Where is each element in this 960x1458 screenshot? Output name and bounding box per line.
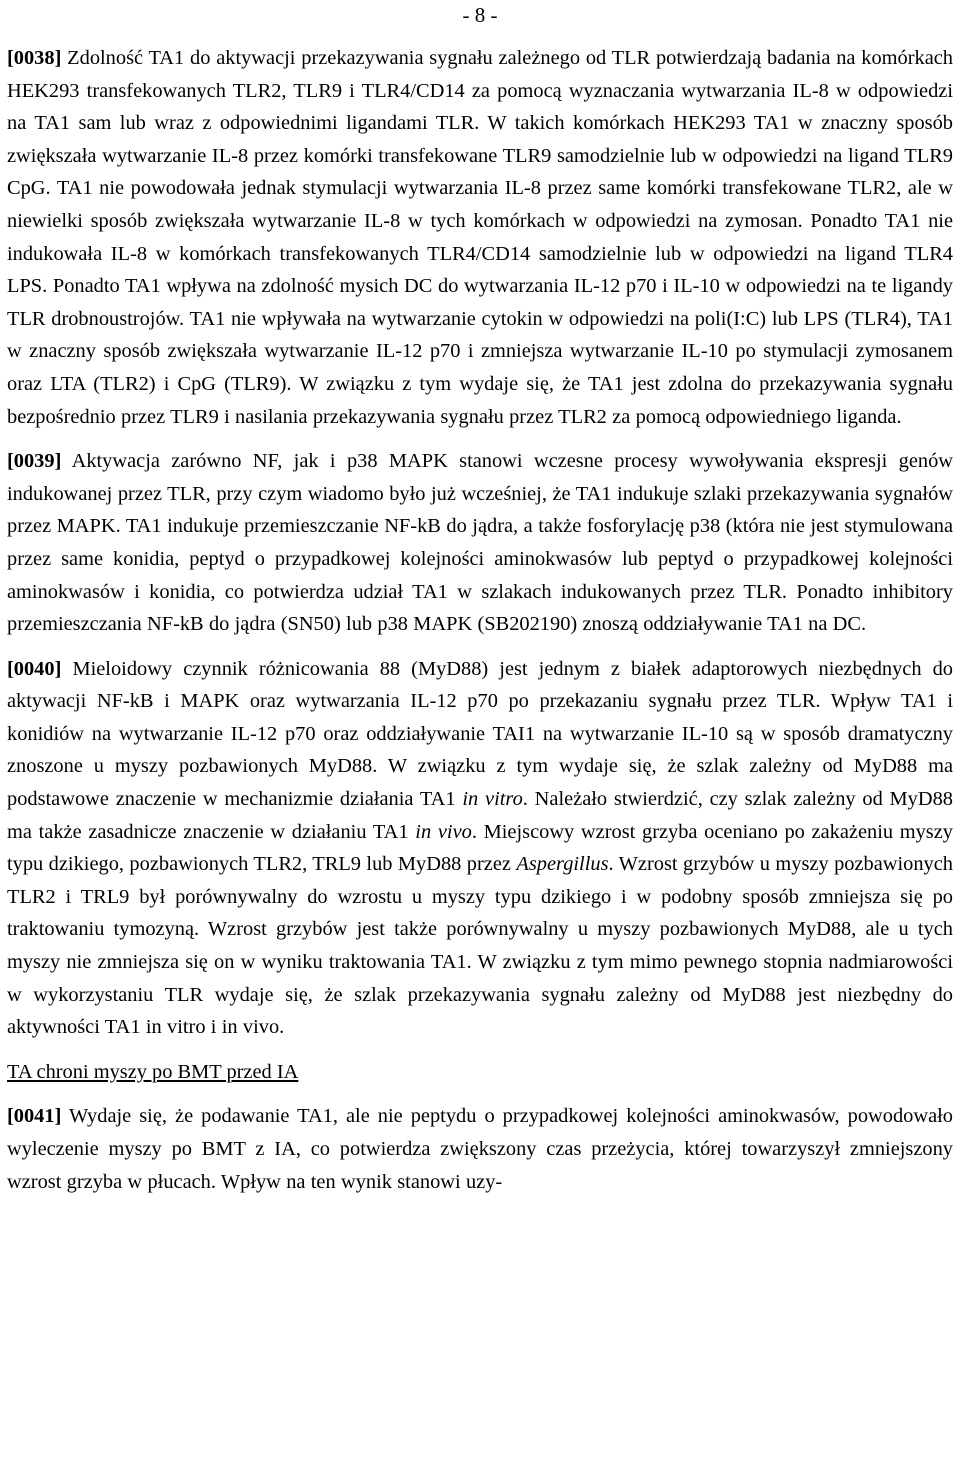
- page-number: - 8 -: [462, 3, 498, 27]
- paragraph-number: [0040]: [7, 657, 62, 680]
- paragraph-text: Wydaje się, że podawanie TA1, ale nie peptydu o przypadkowej kolejności aminokwasów, powodowało wyleczenie myszy po BMT z IA, co potwierdza zwiększony czas przeżycia, której towarzyszył zmniejszony wzrost grzyba w płucach. Wpływ na ten wynik stanowi uzy-: [7, 1105, 953, 1193]
- paragraph-number: [0041]: [7, 1105, 62, 1128]
- paragraph-number: [0039]: [7, 450, 62, 473]
- section-heading: TA chroni myszy po BMT przed IA: [7, 1060, 299, 1083]
- paragraph-text: Mieloidowy czynnik różnicowania 88 (MyD88) jest jednym z białek adaptorowych niezbędnych do aktywacji NF-kB i MAPK oraz wytwarzania IL-12 p70 po przekazaniu sygnału przez TLR. Wpływ TA1 i konidiów na wytwarzanie IL-12 p70 oraz oddziaływanie TAI1 na wytwarzanie IL-10 są w sposób dramatyczny znoszone u myszy pozbawionych MyD88. W związku z tym wydaje się, że szlak zależny od MyD88 ma podstawowe znaczenie w mechanizmie działania TA1: [7, 657, 953, 811]
- document-body: [7, 42, 953, 1198]
- paragraph-0040: [7, 653, 953, 1044]
- paragraph-number: [0038]: [7, 47, 62, 69]
- italic-term: in vitro: [462, 788, 523, 811]
- paragraph-text: . Miejscowy wzrost grzyba oceniano po zakażeniu myszy typu dzikiego, pozbawionych TLR2, TRL9 lub MyD88 przez: [7, 820, 953, 876]
- paragraph-text: . Wzrost grzybów u myszy pozbawionych TLR2 i TRL9 był porównywalny do wzrostu u myszy typu dzikiego i w podobny sposób zmniejsza się po traktowaniu tymozyną. Wzrost grzybów jest także porównywalny u myszy pozbawionych MyD88, ale u tych myszy nie zmniejsza się on w wyniku traktowania TA1. W związku z tym mimo pewnego stopnia nadmiarowości w wykorzystaniu TLR wydaje się, że szlak przekazywania sygnału zależny od MyD88 jest niezbędny do aktywności TA1 in vitro i in vivo.: [7, 853, 953, 1039]
- italic-term: in vivo: [415, 820, 472, 843]
- paragraph-text: . Należało stwierdzić, czy szlak zależny od MyD88 ma także zasadnicze znaczenie w działaniu TA1: [7, 788, 953, 843]
- paragraph-0039: [7, 445, 953, 641]
- paragraph-text: Aktywacja zarówno NF, jak i p38 MAPK stanowi wczesne procesy wywoływania ekspresji genów indukowanej przez TLR, przy czym wiadomo było już wcześniej, że TA1 indukuje szlaki przekazywania sygnałów przez MAPK. TA1 indukuje przemieszczanie NF-kB do jądra, a także fosforylację p38 (która nie jest stymulowana przez same konidia, peptyd o przypadkowej kolejności aminokwasów lub peptyd o przypadkowej kolejności aminokwasów i konidia, co potwierdza udział TA1 w szlakach indukowanych przez TLR. Ponadto inhibitory przemieszczania NF-kB do jądra (SN50) lub p38 MAPK (SB202190) znoszą oddziaływanie TA1 na DC.: [7, 450, 953, 636]
- paragraph-0038: [7, 42, 953, 433]
- italic-term: Aspergillus: [516, 853, 609, 876]
- paragraph-text: Zdolność TA1 do aktywacji przekazywania sygnału zależnego od TLR potwierdzają badania na komórkach HEK293 transfekowanych TLR2, TLR9 i TLR4/CD14 za pomocą wyznaczania wytwarzania IL-8 w odpowiedzi na TA1 sam lub wraz z odpowiednimi ligandami TLR. W takich komórkach HEK293 TA1 w znaczny sposób zwiększała wytwarzanie IL-8 przez komórki transfekowane TLR9 samodzielnie lub w odpowiedzi na ligand TLR9 CpG. TA1 nie powodowała jednak stymulacji wytwarzania IL-8 przez same komórki transfekowane TLR2, ale w niewielki sposób zwiększała wytwarzanie IL-8 w tych komórkach w odpowiedzi na zymosan. Ponadto TA1 nie indukowała IL-8 w komórkach transfekowanych TLR4/CD14 samodzielnie lub w odpowiedzi na ligand TLR4 LPS. Ponadto TA1 wpływa na zdolność mysich DC do wytwarzania IL-12 p70 i IL-10 w odpowiedzi na te ligandy TLR drobnoustrojów. TA1 nie wpływała na wytwarzanie cytokin w odpowiedzi na poli(I:C) lub LPS (TLR4), TA1 w znaczny sposób zwiększała wytwarzanie IL-12 p70 i zmniejsza wytwarzanie IL-10 po stymulacji zymosanem oraz LTA (TLR2) i CpG (TLR9). W związku z tym wydaje się, że TA1 jest zdolna do przekazywania sygnału bezpośrednio przez TLR9 i nasilania przekazywania sygnału przez TLR2 za pomocą odpowiedniego liganda.: [7, 47, 953, 428]
- paragraph-0041: [7, 1100, 953, 1198]
